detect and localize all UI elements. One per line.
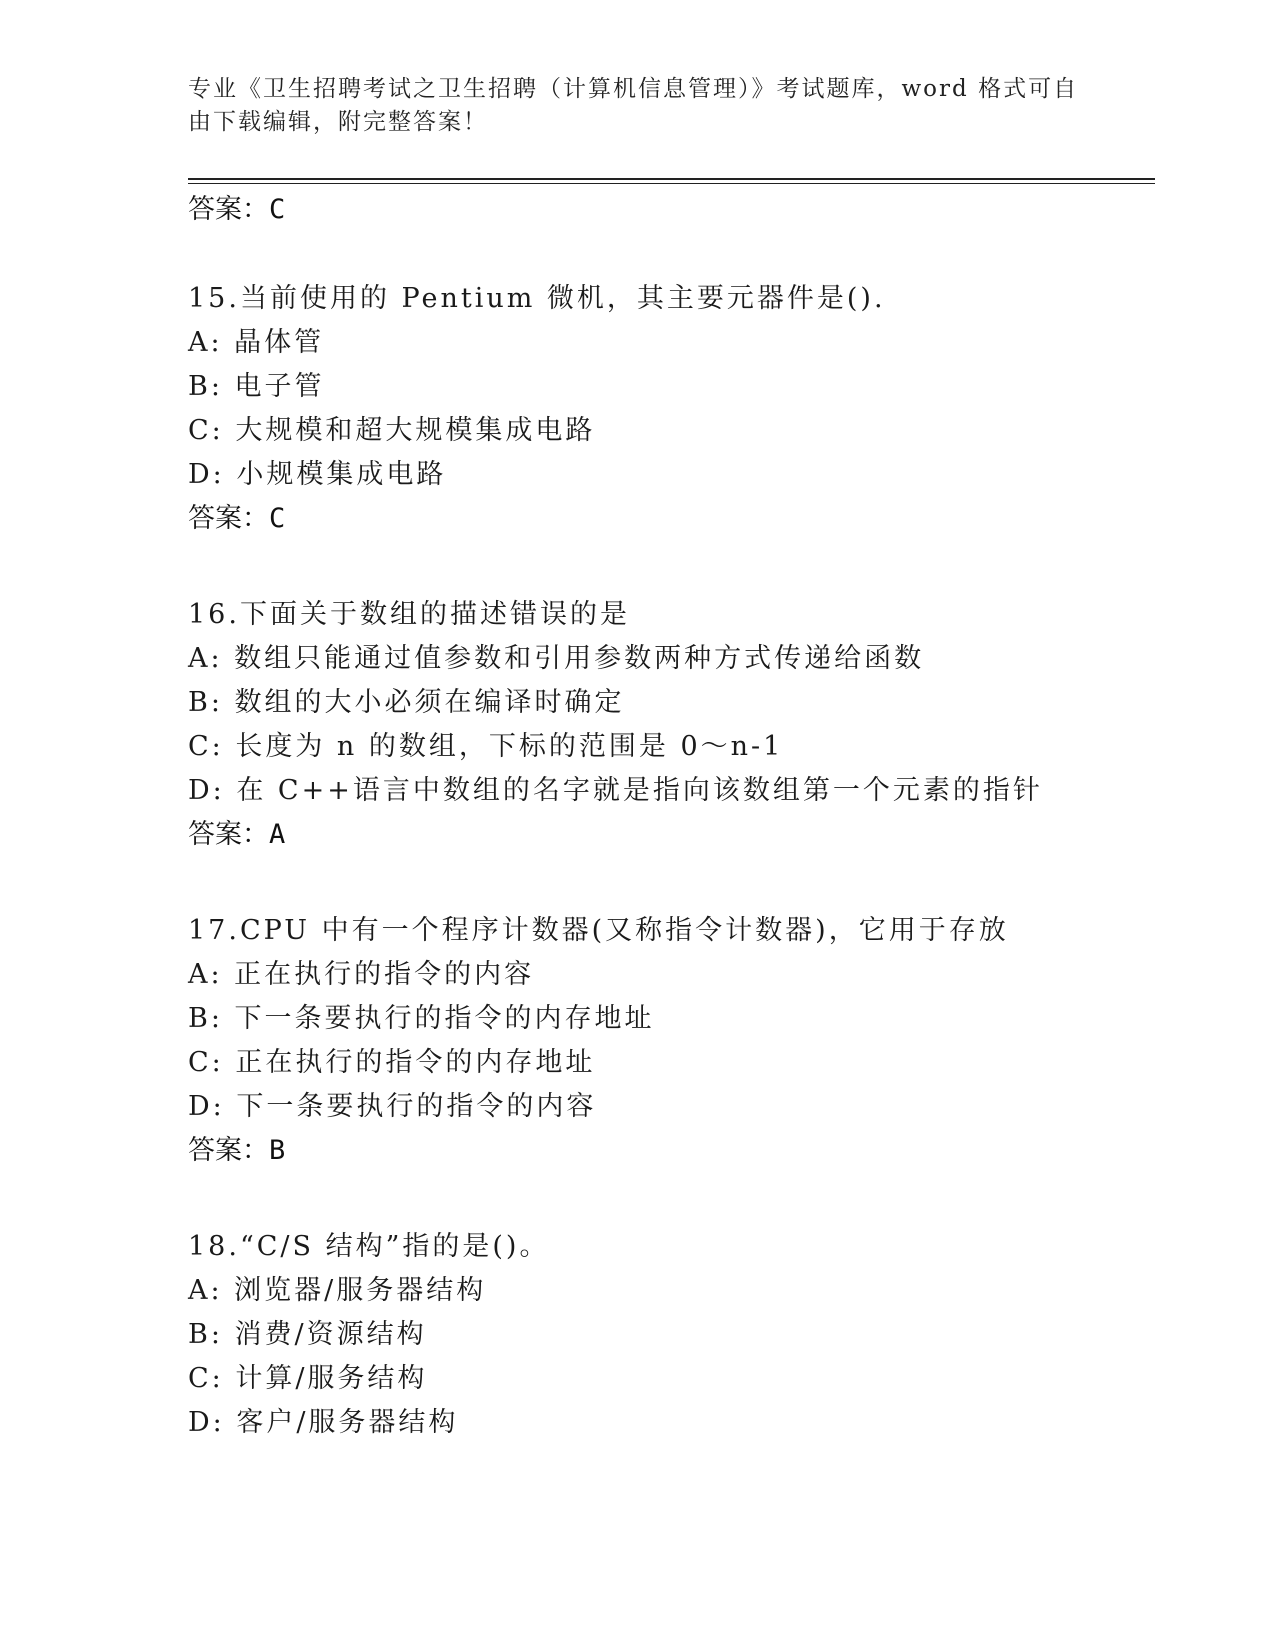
question-16-option-c: C: 长度为 n 的数组，下标的范围是 0～n-1 [188,731,784,762]
question-17-stem: 17.CPU 中有一个程序计数器(又称指令计数器)，它用于存放 [188,915,1009,946]
question-18-stem: 18.“C/S 结构”指的是()。 [188,1231,550,1262]
question-17-option-d: D: 下一条要执行的指令的内容 [188,1091,597,1122]
header-rule-thick [188,178,1155,180]
question-16-option-d: D: 在 C++语言中数组的名字就是指向该数组第一个元素的指针 [188,775,1043,806]
question-15-stem: 15.当前使用的 Pentium 微机，其主要元器件是(). [188,283,886,314]
question-16-option-b: B: 数组的大小必须在编译时确定 [188,687,625,718]
question-16-answer: 答案：A [188,819,286,850]
document-header [188,73,1088,139]
header-line-1: 专业《卫生招聘考试之卫生招聘（计算机信息管理）》考试题库，word 格式可自 [188,76,1079,102]
question-18-option-d: D: 客户/服务器结构 [188,1407,459,1438]
question-15-answer: 答案：C [188,503,286,534]
question-17-answer: 答案：B [188,1135,286,1166]
question-15-option-c: C: 大规模和超大规模集成电路 [188,415,596,446]
question-17-option-a: A: 正在执行的指令的内容 [188,959,535,990]
question-18-option-a: A: 浏览器/服务器结构 [188,1275,487,1306]
question-15-option-a: A: 晶体管 [188,327,325,358]
previous-answer: 答案：C [188,194,286,225]
question-18-option-c: C: 计算/服务结构 [188,1363,428,1394]
header-rule-thin [188,183,1155,184]
header-line-2: 由下载编辑，附完整答案！ [188,109,488,135]
question-16-option-a: A: 数组只能通过值参数和引用参数两种方式传递给函数 [188,643,925,674]
question-18-option-b: B: 消费/资源结构 [188,1319,427,1350]
question-15-option-b: B: 电子管 [188,371,325,402]
question-17-option-c: C: 正在执行的指令的内存地址 [188,1047,596,1078]
question-17-option-b: B: 下一条要执行的指令的内存地址 [188,1003,655,1034]
question-15-option-d: D: 小规模集成电路 [188,459,447,490]
question-16-stem: 16.下面关于数组的描述错误的是 [188,599,630,630]
